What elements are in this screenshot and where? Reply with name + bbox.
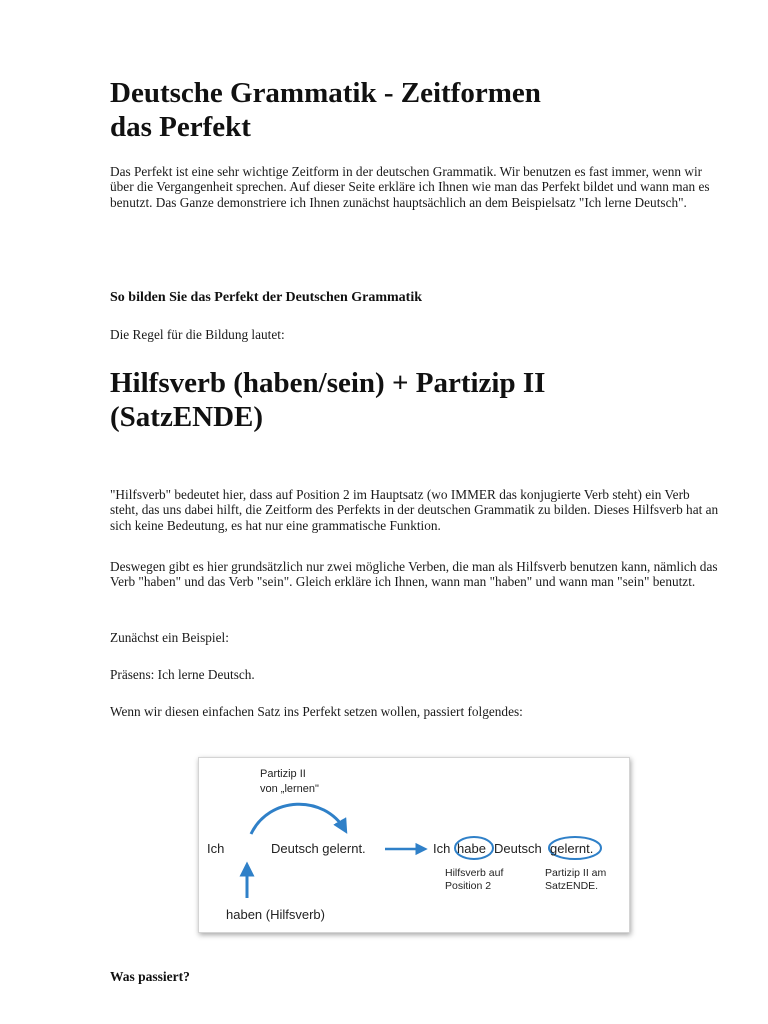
note-partizip-line-1: Partizip II am — [545, 867, 607, 879]
note-partizip-line-2: SatzENDE. — [545, 880, 599, 892]
deswegen-paragraph: Deswegen gibt es hier grundsätzlich nur zwei mögliche Verben, die man als Hilfsverb benutzen kann, nämlich das Verb "haben" und das Verb "sein". Gleich erkläre ich Ihnen, wann man "haben" und wann man "sein" benutzt. — [110, 559, 718, 590]
partizip-label-line-2: von „lernen" — [260, 783, 319, 795]
note-hilfsverb-line-2: Position 2 — [445, 880, 492, 892]
perfekt-diagram-svg — [199, 758, 629, 932]
rule-intro-text: Die Regel für die Bildung lautet: — [110, 327, 285, 342]
praesens-paragraph: Präsens: Ich lerne Deutsch. — [110, 667, 255, 682]
curved-arrow-icon — [251, 804, 345, 834]
perfekt-diagram — [198, 757, 630, 933]
was-passiert-heading: Was passiert? — [110, 969, 190, 984]
word-ich: Ich — [207, 841, 225, 856]
note-hilfsverb-line-1: Hilfsverb auf — [445, 867, 504, 879]
hilfsverb-paragraph: "Hilfsverb" bedeutet hier, dass auf Position 2 im Hauptsatz (wo IMMER das konjugierte Verb steht) ein Verb steht, das uns dabei hilft, die Zeitform des Perfekts in der deutschen Grammatik zu bilden. Dieses Hilfsverb hat an sich keine Bedeutung, es hat nur eine grammatische Funktion. — [110, 487, 719, 533]
formation-rule — [110, 366, 545, 434]
result-word-gelernt: gelernt. — [550, 841, 594, 856]
phrase-deutsch-gelernt: Deutsch gelernt. — [271, 841, 366, 856]
haben-hilfsverb-label: haben (Hilfsverb) — [226, 907, 325, 922]
result-word-deutsch: Deutsch — [494, 841, 542, 856]
partizip-label-line-1: Partizip II — [260, 768, 306, 780]
rule-line-1: Hilfsverb (haben/sein) + Partizip II — [110, 367, 546, 399]
intro-paragraph: Das Perfekt ist eine sehr wichtige Zeitform in der deutschen Grammatik. Wir benutzen es fast immer, wenn wir über die Vergangenheit sprechen. Auf dieser Seite erkläre ich Ihnen wie man das Perfekt bildet und wann man es benutzt. Das Ganze demonstriere ich Ihnen zunächst hauptsächlich an dem Beispielsatz "Ich lerne Deutsch". — [110, 164, 710, 210]
title-line-2: das Perfekt — [110, 111, 251, 143]
result-word-ich: Ich — [433, 841, 451, 856]
page-title — [110, 76, 541, 144]
rule-line-2: (SatzENDE) — [110, 401, 264, 433]
section-heading: So bilden Sie das Perfekt der Deutschen Grammatik — [110, 290, 423, 305]
title-line-1: Deutsche Grammatik - Zeitformen — [110, 77, 541, 109]
wenn-paragraph: Wenn wir diesen einfachen Satz ins Perfekt setzen wollen, passiert folgendes: — [110, 704, 523, 719]
beispiel-paragraph: Zunächst ein Beispiel: — [110, 630, 229, 645]
result-word-habe: habe — [457, 841, 486, 856]
